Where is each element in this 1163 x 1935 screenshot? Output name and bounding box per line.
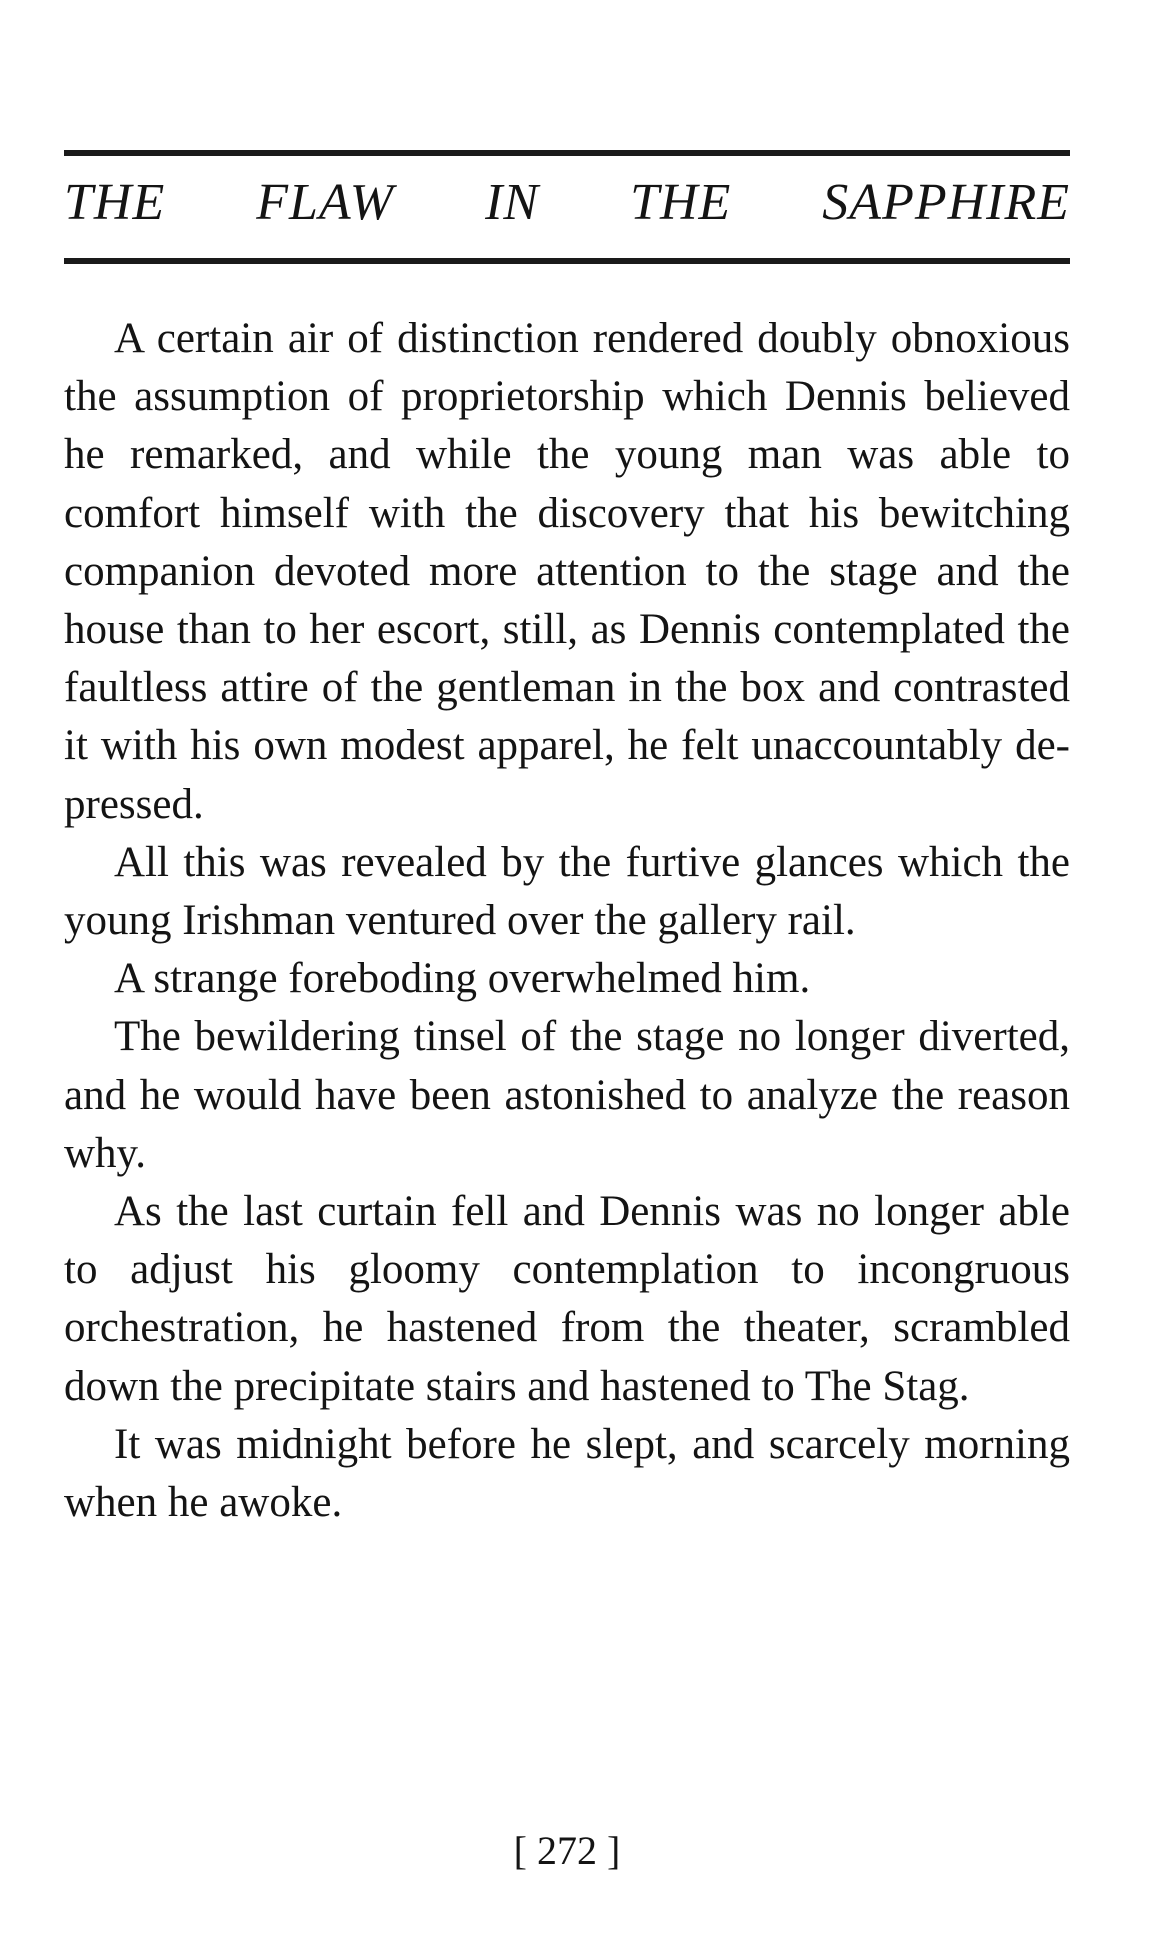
paragraph: As the last curtain fell and Dennis was no longer able to adjust his gloomy contemplation to incongruous orchestration, he hastened from the theater, scrambled down the precipitate stairs and hastened to The Stag.	[64, 1188, 1070, 1410]
running-title: THE FLAW IN THE SAPPHIRE	[64, 174, 1070, 231]
paragraph: It was midnight before he slept, and scarcely morning when he awoke.	[64, 1420, 1070, 1527]
paragraph: The bewildering tinsel of the stage no longer diverted, and he would have been astonished to analyze the reason why.	[64, 1013, 1070, 1177]
header-rule-bottom	[64, 258, 1070, 264]
body-text	[64, 310, 1070, 1532]
book-page	[64, 0, 1070, 1935]
paragraph: A strange foreboding overwhelmed him.	[114, 955, 811, 1003]
paragraph: A certain air of distinction rendered doubly obnoxious the assumption of proprietorship which Dennis believed he remarked, and while the young man was able to comfort himself with the discovery that his bewitching companion devoted more attention to the stage and the house than to her escort, still, as Dennis contemplated the faultless attire of the gentleman in the box and contrasted it with his own modest apparel, he felt unaccountably depressed.	[64, 315, 1070, 828]
page-number: [ 272 ]	[513, 1828, 621, 1873]
header-rule-top	[64, 150, 1070, 156]
paragraph: All this was revealed by the furtive glances which the young Irishman ventured over the gallery rail.	[64, 838, 1070, 945]
